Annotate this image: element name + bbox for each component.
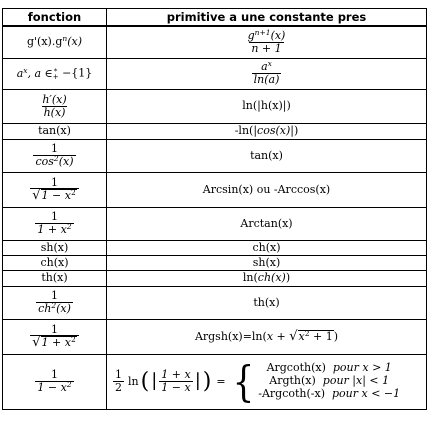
fraction: $\frac{1}{\cos^2(x)}$ xyxy=(35,142,74,168)
fraction: $\frac{a^x}{\ln(a)}$ xyxy=(253,59,280,86)
table-row xyxy=(3,26,427,58)
function-cell xyxy=(3,26,107,58)
numerator: $g^{n+1}(x)$ xyxy=(247,28,286,43)
table-row xyxy=(3,172,427,207)
table-row xyxy=(3,139,427,172)
primitive-cell: ln(ch(x)) xyxy=(107,270,427,286)
function-cell xyxy=(3,354,107,409)
table-row xyxy=(3,58,427,89)
function-cell xyxy=(3,139,107,172)
table-row xyxy=(3,89,427,123)
header-primitive: primitive a une constante pres xyxy=(107,9,427,27)
fraction xyxy=(246,30,288,54)
table-row xyxy=(3,207,427,240)
primitive-cell xyxy=(107,207,427,240)
denominator: n + 1 xyxy=(251,41,282,55)
function-cell xyxy=(3,319,107,354)
fraction: $\frac{1}{1 + x^2}$ xyxy=(37,210,72,236)
header-fonction: fonction xyxy=(3,9,107,27)
primitive-text: Arcsin(x) ou -Arccos(x) xyxy=(202,182,331,196)
table-row xyxy=(3,354,427,409)
primitive-cell xyxy=(107,58,427,89)
primitive-text: th(x) xyxy=(253,295,280,309)
function-text: sh(x) xyxy=(40,240,69,254)
fraction: $\frac{1}{ch^2(x)}$ xyxy=(38,289,71,315)
table-row xyxy=(3,319,427,354)
primitive-cell xyxy=(107,240,427,255)
primitive-cell xyxy=(107,172,427,207)
primitive-cell xyxy=(107,354,427,409)
primitive-text: ln(|h(x)|) xyxy=(242,99,291,113)
table-row xyxy=(3,270,427,286)
function-text: ch(x) xyxy=(40,255,69,269)
square-root: √ $1 - x^2$ xyxy=(32,188,76,204)
cases-list xyxy=(258,362,400,401)
square-root: √ $1 + x^2$ xyxy=(32,335,76,351)
case-row: Argth(x) pour |x| < 1 xyxy=(269,374,390,388)
function-cell xyxy=(3,89,107,123)
primitive-cell: -ln(|cos(x)|) xyxy=(107,123,427,139)
function-cell: $a^x$, a ∈ ∗ + −{1} xyxy=(3,58,107,89)
primitive-text: Arctan(x) xyxy=(240,216,293,230)
primitive-text: tan(x) xyxy=(250,148,283,162)
primitive-text: ch(x) xyxy=(252,240,281,254)
function-cell xyxy=(3,207,107,240)
function-text: −{1} xyxy=(58,66,93,80)
function-cell xyxy=(3,270,107,286)
primitives-table xyxy=(2,8,427,410)
table-row xyxy=(3,255,427,270)
argth-formula: $\frac{1}{2}$ ln ( | $\frac{1 + x}{1 - x}$ | ) = { Argcoth(x) pour x > 1 Argth(x) pour |x| < 1 -Argcoth(-x) pour x < −1 xyxy=(115,356,401,407)
function-cell xyxy=(3,286,107,319)
primitive-cell: Argsh(x)=ln(x + √ $x^2 + 1$ ) xyxy=(107,319,427,354)
left-brace: { xyxy=(232,356,255,407)
function-cell xyxy=(3,255,107,270)
header-row xyxy=(3,9,427,27)
table-row xyxy=(3,240,427,255)
exponent: n xyxy=(62,34,68,44)
table-row xyxy=(3,286,427,319)
fraction: 1 √ $1 + x^2$ xyxy=(30,324,79,350)
primitive-cell xyxy=(107,139,427,172)
fraction: 1 √ $1 - x^2$ xyxy=(30,177,79,203)
primitive-cell xyxy=(107,89,427,123)
function-text: (x) xyxy=(67,35,83,49)
primitive-text: sh(x) xyxy=(252,255,281,269)
function-cell xyxy=(3,172,107,207)
function-text: th(x) xyxy=(41,271,68,285)
primitive-cell xyxy=(107,286,427,319)
function-cell xyxy=(3,123,107,139)
fraction: $\frac{h'(x)}{h(x)}$ xyxy=(42,92,67,119)
function-cell xyxy=(3,240,107,255)
function-text: tan(x) xyxy=(38,124,71,138)
fraction: $\frac{1}{1 - x^2}$ xyxy=(37,368,72,394)
primitive-cell xyxy=(107,255,427,270)
case-row: Argcoth(x) pour x > 1 xyxy=(266,361,392,375)
square-root: √ $x^2 + 1$ xyxy=(289,328,333,344)
table-row xyxy=(3,123,427,139)
primitive-cell xyxy=(107,26,427,58)
case-row: -Argcoth(-x) pour x < −1 xyxy=(258,386,401,400)
function-text: g'(x).g xyxy=(26,35,63,49)
